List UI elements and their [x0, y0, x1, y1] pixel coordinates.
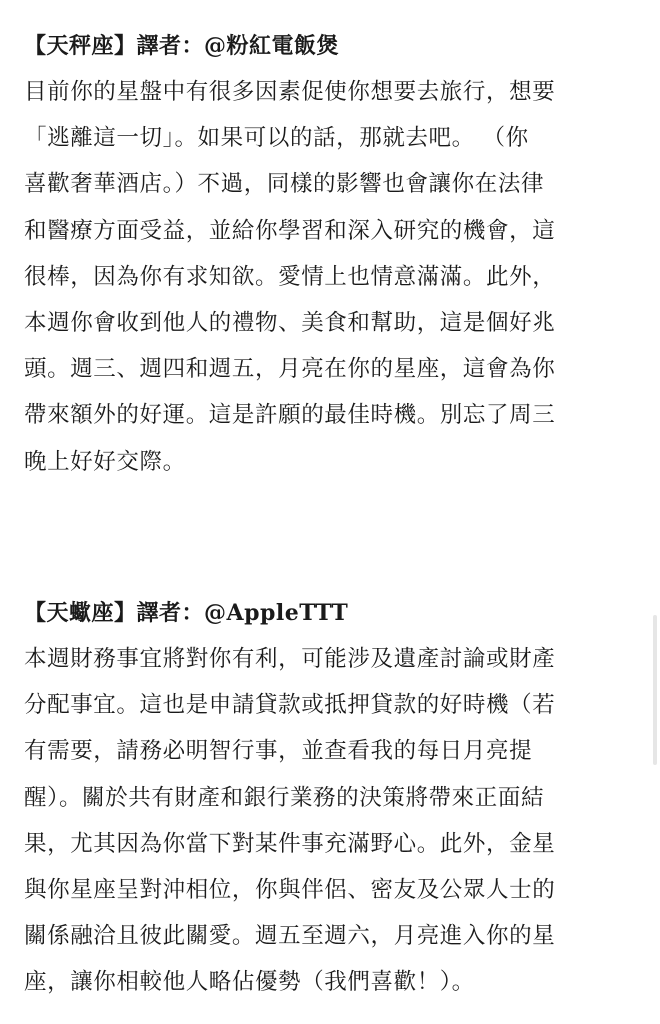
section-body	[24, 69, 644, 485]
section-heading: 【天秤座】譯者：@粉紅電飯煲	[24, 33, 340, 59]
section-heading: 【天蠍座】譯者：@AppleTTT	[24, 600, 349, 626]
body-line: 醒）。關於共有財產和銀行業務的決策將帶來正面結	[24, 784, 545, 811]
body-line: 和醫療方面受益，並給你學習和深入研究的機會，這	[24, 217, 556, 244]
body-line: 喜歡奢華酒店。）不過，同樣的影響也會讓你在法律	[24, 171, 545, 198]
body-line: 晚上好好交際。	[24, 448, 186, 475]
section-body	[24, 636, 644, 1006]
body-line: 有需要，請務必明智行事，並查看我的每日月亮提	[24, 738, 533, 765]
body-line: 本週財務事宜將對你有利，可能涉及遺產討論或財產	[24, 646, 556, 672]
body-line: 帶來額外的好運。這是許願的最佳時機。別忘了周三	[24, 402, 556, 429]
body-line: 「逃離這一切」。如果可以的話，那就去吧。 （你	[24, 125, 529, 152]
horoscope-section-scorpio	[24, 593, 644, 1006]
scroll-indicator[interactable]	[653, 615, 657, 765]
body-line: 頭。週三、週四和週五，月亮在你的星座，這會為你	[24, 356, 556, 383]
body-line: 分配事宜。這也是申請貸款或抵押貸款的好時機（若	[24, 692, 556, 719]
body-line: 關係融洽且彼此關愛。週五至週六，月亮進入你的星	[24, 923, 556, 950]
body-line: 很棒，因為你有求知欲。愛情上也情意滿滿。此外，	[24, 263, 556, 290]
body-line: 本週你會收到他人的禮物、美食和幫助，這是個好兆	[24, 309, 556, 336]
horoscope-section-libra	[24, 26, 644, 485]
body-line: 與你星座呈對沖相位，你與伴侶、密友及公眾人士的	[24, 876, 556, 903]
body-line: 目前你的星盤中有很多因素促使你想要去旅行，想要	[24, 79, 556, 105]
body-line: 果，尤其因為你當下對某件事充滿野心。此外，金星	[24, 830, 556, 857]
body-line: 座，讓你相較他人略佔優勢（我們喜歡！）。	[24, 969, 475, 996]
